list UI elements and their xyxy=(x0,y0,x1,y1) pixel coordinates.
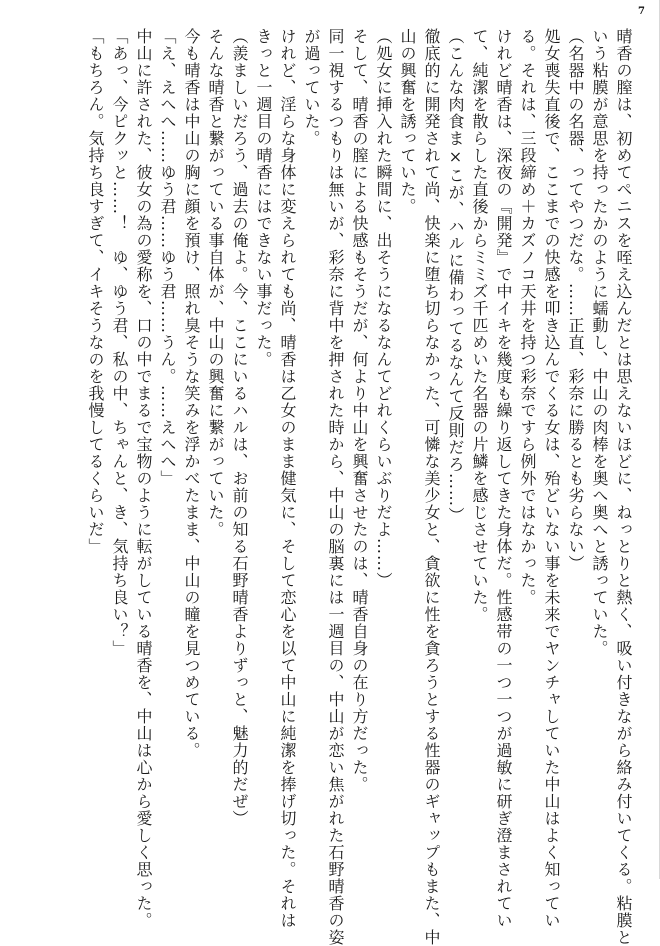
text-line: そして、晴香の膣による快感もそうだが、何より中山を興奮させたのは、晴香自身の在り方だった。 xyxy=(350,28,369,793)
text-line: 処女喪失直後で、ここまでの快感を叩き込んでくる女は、殆どいない事を未来でヤンチャしていた中山はよく知ってい xyxy=(542,28,561,929)
text-line: けれど、淫らな身体に変えられても尚、晴香は乙女のまま健気に、そして恋心を以て中山に純潔を捧げ切った。それは xyxy=(278,28,297,929)
text-line: て、純潔を散らした直後からミミズ千匹めいた名器の片鱗を感じさせていた。 xyxy=(470,28,489,623)
text-line: が過っていた。 xyxy=(302,28,321,147)
text-line: 徹底的に開発されて尚、快楽に堕ち切らなかった、可憐な美少女と、貪欲に性を貪ろうとする性器のギャップもまた、中 xyxy=(422,28,441,946)
text-line: 今も晴香は中山の胸に顔を預け、照れ臭そうな笑みを浮かべたまま、中山の瞳を見つめている。 xyxy=(182,28,201,759)
text-line: 同一視するつもりは無いが、彩奈に背中を押された時から、中山の脳裏には一週目の、中山が恋い焦がれた石野晴香の姿 xyxy=(326,28,345,946)
text-line: 中山に許された、彼女の為の愛称を、口の中でまるで宝物のように転がしている晴香を、中山は心から愛しく思った。 xyxy=(134,28,153,929)
text-line: きっと一週目の晴香にはできない事だった。 xyxy=(254,28,273,368)
text-line: る。それは、三段締め＋カズノコ天井を持つ彩奈ですら例外ではなかった。 xyxy=(518,28,537,606)
text-line: けれど晴香は、深夜の『開発』で中イキを幾度も繰り返してきた身体だ。性感帯の一つ一つが過敏に研ぎ澄まされてい xyxy=(494,28,513,929)
text-line: （処女に挿入れた瞬間に、出そうになるなんてどれくらいぶりだよ……） xyxy=(374,28,393,589)
text-line: 山の興奮を誘っていた。 xyxy=(398,28,417,215)
text-line: 「あっ、今ピクッと……！ ゆ、ゆう君、私の中、ちゃんと、き、気持ち良い？」 xyxy=(110,28,129,657)
text-line: いう粘膜が意思を持ったかのように蠕動し、中山の肉棒を奥へ奥へと誘っていた。 xyxy=(590,28,609,657)
text-line: （こんな肉食ま×こが、ハルに備わってるなんて反則だろ……） xyxy=(446,28,465,524)
text-line: 「え、えへへ……ゆう君……ゆう君……うん。……えへへ」 xyxy=(158,28,177,487)
text-line: （羨ましいだろう、過去の俺よ。今、ここにいるハルは、お前の知る石野晴香よりずっと、魅力的だぜ） xyxy=(230,28,249,827)
text-line: そんな晴香と繋がっている事自体が、中山の興奮に繋がっていた。 xyxy=(206,28,225,538)
text-line: （名器中の名器、ってやつだな。……正直、彩奈に勝るとも劣らない） xyxy=(566,28,585,572)
page-number: 7 xyxy=(638,6,645,17)
text-line: 晴香の膣は、初めてペニスを咥え込んだとは思えないほどに、ねっとりと熱く、吸い付きながら絡み付いてくる。粘膜と xyxy=(614,28,633,946)
text-line: 「もちろん。気持ち良すぎて、イキそうなのを我慢してるくらいだ」 xyxy=(86,28,105,555)
vertical-text-body xyxy=(6,28,633,946)
